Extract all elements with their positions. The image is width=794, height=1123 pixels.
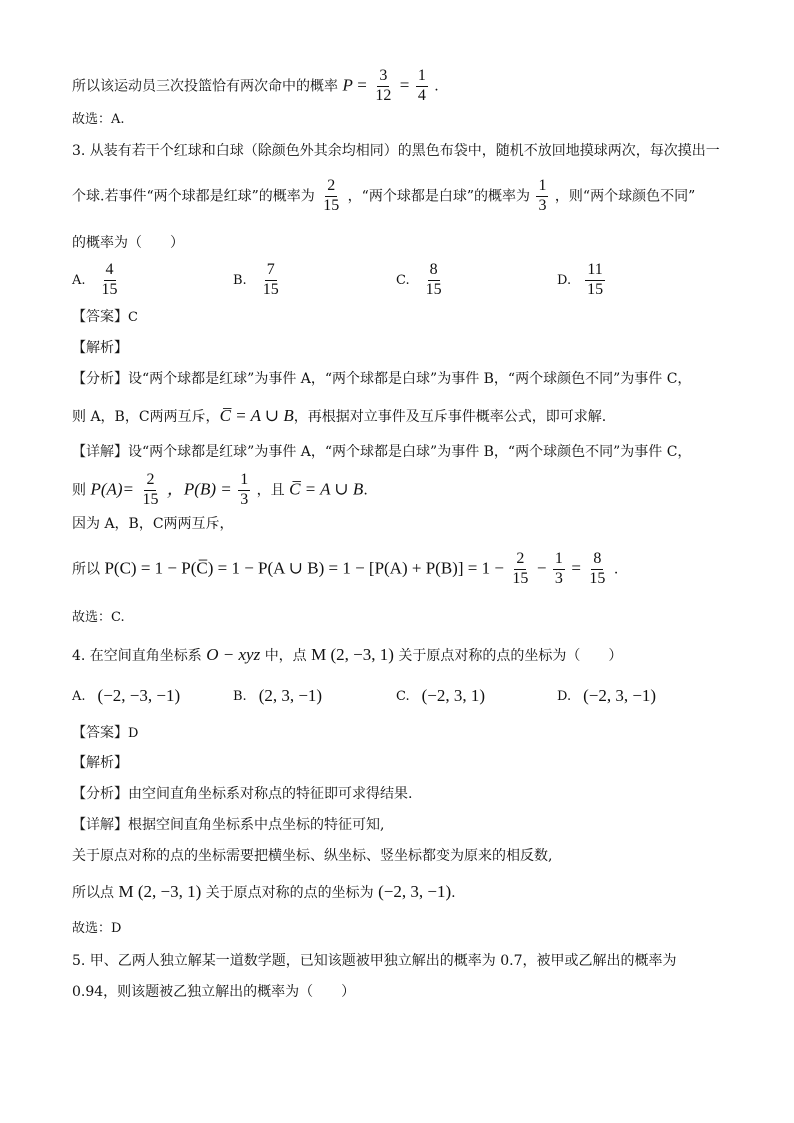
analysis-2a: 则 A，B，C两两互斥， [72,409,220,425]
option-label: B. [233,688,247,704]
q3-stem-2b: ，“两个球都是白球”的概率为 [347,188,530,205]
option-label: B. [233,272,247,288]
q2-conclusion-text: 所以该运动员三次投篮恰有两次命中的概率 [72,78,338,95]
q5-stem-line-1: 5. 甲、乙两人独立解某一道数学题，已知该题被甲独立解出的概率为 0.7，被甲或乙解出的概率为 [72,953,677,969]
detail-pb: ，P(B) = [166,479,232,499]
q3-detail-line-3: 因为 A，B，C两两互斥， [72,516,234,532]
detail-4-minus: − [536,558,547,578]
detail-4a: 所以 [72,561,100,578]
detail-text: 根据空间直角坐标系中点坐标的特征可知, [128,817,385,833]
q4-option-d [557,686,656,706]
q4-choose-line: 故选：D [72,921,122,936]
option-label: C. [396,688,410,704]
q4-detail-line-1 [72,818,384,832]
detail-fraction-pb: $\frac{1}{3}$ [240,471,249,508]
detail-tag: 【详解】 [72,817,128,833]
option-fraction: $\frac{11}{15}$ [587,261,604,298]
analysis-formula: C̅ = A ∪ B [219,406,294,425]
q2-conclusion-line [72,68,439,105]
q4-analysis-line [72,787,412,801]
q2-eq: = [357,75,367,95]
q3-fraction-white: $\frac{1}{3}$ [538,177,547,214]
q3-analysis-line-2 [72,407,606,424]
detail-2a: 则 [72,482,86,499]
detail-3-end: . [451,885,456,901]
detail-answer-coords: (−2, 3, −1) [378,882,452,901]
q3-stem-line-1: 3. 从装有若干个红球和白球（除颜色外其余均相同）的黑色布袋中，随机不放回地摸球两次，每次摸出一 [72,143,720,159]
q4-stem-line [72,646,622,663]
detail-text: 设“两个球都是红球”为事件 A，“两个球都是白球”为事件 B，“两个球颜色不同”为事件 C， [128,444,692,460]
option-value: (−2, −3, −1) [97,686,181,705]
detail-point-m: M (2, −3, 1) [118,882,202,901]
q3-option-d [557,262,607,299]
detail-4-fraction-1: $\frac{2}{15}$ [512,550,529,587]
q4-option-c [396,686,485,706]
q2-period: . [434,78,439,95]
q2-p-symbol: P [342,75,353,95]
q3-analysis-line-1 [72,372,691,386]
q3-jiexi-tag: 【解析】 [72,340,128,356]
detail-3b: 关于原点对称的点的坐标为 [205,885,374,901]
detail-4-eq: = [571,558,581,578]
q4-detail-line-3 [72,883,456,900]
option-value: (2, 3, −1) [258,686,323,705]
q5-stem-line-2: 0.94，则该题被乙独立解出的概率为（ ） [72,984,356,1000]
detail-3a: 所以点 [72,885,114,901]
q3-option-a [72,262,122,299]
q3-stem-2a: 个球.若事件“两个球都是红球”的概率为 [72,188,315,205]
q4-detail-line-2: 关于原点对称的点的坐标需要把横坐标、纵坐标、竖坐标都变为原来的相反数, [72,848,553,864]
q2-fraction-3-12: $\frac{3}{12}$ [375,67,392,104]
detail-fraction-pa: $\frac{2}{15}$ [142,471,159,508]
detail-tag: 【详解】 [72,444,128,460]
detail-4-formula: P(C) = 1 − P(C̅) = 1 − P(A ∪ B) = 1 − [P(A) + P(B)] = 1 − [104,558,504,578]
analysis-text: 由空间直角坐标系对称点的特征即可求得结果. [128,786,413,802]
q3-detail-line-4 [72,551,618,588]
option-label: D. [557,272,572,288]
answer-value: D [128,726,139,741]
q4-answer-line [72,726,138,740]
option-label: A. [72,688,86,704]
answer-value: C [128,310,138,325]
q4-stem-a: 4. 在空间直角坐标系 [72,648,202,664]
option-fraction: $\frac{8}{15}$ [425,261,442,298]
answer-tag: 【答案】 [72,725,128,741]
option-value: (−2, 3, −1) [583,686,657,705]
detail-2b: ，且 [256,482,285,499]
q4-coord-system: O − xyz [206,645,261,664]
analysis-tag: 【分析】 [72,371,128,387]
q3-option-c [396,262,446,299]
detail-4-end: . [613,561,619,578]
option-label: A. [72,272,86,288]
analysis-2b: ，再根据对立事件及互斥事件概率公式，即可求解. [293,409,607,425]
q4-point-m: M (2, −3, 1) [311,645,394,664]
option-label: C. [396,272,410,288]
q2-fraction-1-4: $\frac{1}{4}$ [417,67,426,104]
detail-4-fraction-3: $\frac{8}{15}$ [589,550,606,587]
option-fraction: $\frac{4}{15}$ [101,261,118,298]
q3-stem-line-3: 的概率为（ ） [72,235,184,251]
q3-choose-line: 故选：C. [72,610,125,625]
analysis-tag: 【分析】 [72,786,128,802]
q4-jiexi-tag: 【解析】 [72,755,128,771]
q4-stem-c: 关于原点对称的点的坐标为（ ） [398,648,623,664]
q3-stem-2c: ，则“两个球颜色不同” [554,188,696,205]
option-label: D. [557,688,572,704]
analysis-text: 设“两个球都是红球”为事件 A，“两个球都是白球”为事件 B，“两个球颜色不同”为事件 C， [128,371,692,387]
q3-detail-line-1 [72,445,691,459]
q3-fraction-red: $\frac{2}{15}$ [323,177,340,214]
detail-formula-c: C̅ = A ∪ B [289,479,364,499]
detail-2-end: . [363,482,368,499]
detail-pa: P(A)= [90,479,135,499]
q2-eq-2: = [399,75,410,95]
option-fraction: $\frac{7}{15}$ [262,261,279,298]
q3-answer-line [72,310,138,324]
q3-option-b [233,262,283,299]
option-value: (−2, 3, 1) [421,686,486,705]
q4-option-b [233,686,322,706]
answer-tag: 【答案】 [72,309,128,325]
q4-stem-b: 中，点 [264,648,307,664]
q3-stem-line-2 [72,178,695,215]
q3-detail-line-2 [72,472,368,509]
detail-4-fraction-2: $\frac{1}{3}$ [554,550,563,587]
q4-option-a [72,686,180,706]
q2-answer-line: 故选：A. [72,112,125,127]
